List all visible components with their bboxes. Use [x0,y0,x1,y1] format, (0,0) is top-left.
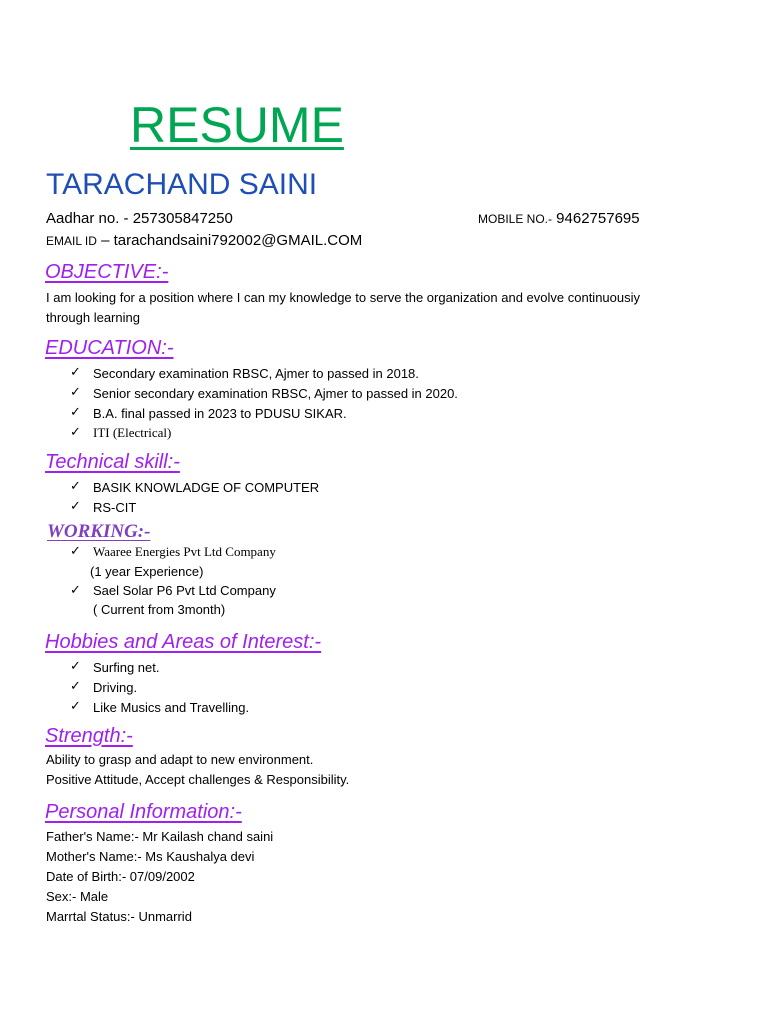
hobby-item: Driving. [93,680,138,695]
technical-skill-heading: Technical skill:- [45,451,180,473]
objective-heading: OBJECTIVE:- [45,261,169,283]
hobby-item: Surfing net. [93,660,160,675]
check-icon: ✓ [70,384,81,399]
working-item-detail: (1 year Experience) [90,564,204,579]
check-icon: ✓ [70,404,81,419]
hobby-item: Like Musics and Travelling. [93,700,250,715]
check-icon: ✓ [70,364,81,379]
resume-title: RESUME [130,97,344,153]
mother-name: Mother's Name:- Ms Kaushalya devi [46,849,255,864]
strength-heading: Strength:- [45,725,133,747]
date-of-birth: Date of Birth:- 07/09/2002 [46,869,195,884]
personal-info-heading: Personal Information:- [45,801,242,823]
technical-skill-item: RS-CIT [93,500,137,515]
working-item: Sael Solar P6 Pvt Ltd Company [93,583,276,598]
email-label: EMAIL ID [46,234,97,248]
education-item: Senior secondary examination RBSC, Ajmer to passed in 2020. [93,386,458,401]
mobile-value: 9462757695 [552,210,640,227]
education-item: ITI (Electrical) [93,425,172,440]
mobile-label: MOBILE NO.- [478,212,553,226]
education-item: B.A. final passed in 2023 to PDUSU SIKAR. [93,406,347,421]
mobile-number [478,210,640,228]
check-icon: ✓ [70,543,81,558]
working-item: Waaree Energies Pvt Ltd Company [93,544,276,559]
check-icon: ✓ [70,658,81,673]
check-icon: ✓ [70,478,81,493]
sex: Sex:- Male [46,889,109,904]
email [46,232,362,250]
strength-line-1: Ability to grasp and adapt to new environment. [46,752,314,767]
father-name: Father's Name:- Mr Kailash chand saini [46,829,274,844]
check-icon: ✓ [70,582,81,597]
aadhar-number: Aadhar no. - 257305847250 [46,210,233,227]
objective-line-1: I am looking for a position where I can my knowledge to serve the organization and evolve continuousiy [46,290,641,305]
education-heading: EDUCATION:- [45,337,174,359]
check-icon: ✓ [70,698,81,713]
candidate-name: TARACHAND SAINI [46,168,318,201]
email-value: – tarachandsaini792002@GMAIL.COM [96,232,363,249]
hobbies-heading: Hobbies and Areas of Interest:- [45,631,322,653]
technical-skill-item: BASIK KNOWLADGE OF COMPUTER [93,480,320,495]
working-heading: WORKING:- [47,521,151,542]
check-icon: ✓ [70,424,81,439]
check-icon: ✓ [70,678,81,693]
strength-line-2: Positive Attitude, Accept challenges & Responsibility. [46,772,350,787]
objective-line-2: through learning [46,310,140,325]
check-icon: ✓ [70,498,81,513]
working-item-detail: ( Current from 3month) [93,602,226,617]
education-item: Secondary examination RBSC, Ajmer to passed in 2018. [93,366,419,381]
marital-status: Marrtal Status:- Unmarrid [46,909,192,924]
